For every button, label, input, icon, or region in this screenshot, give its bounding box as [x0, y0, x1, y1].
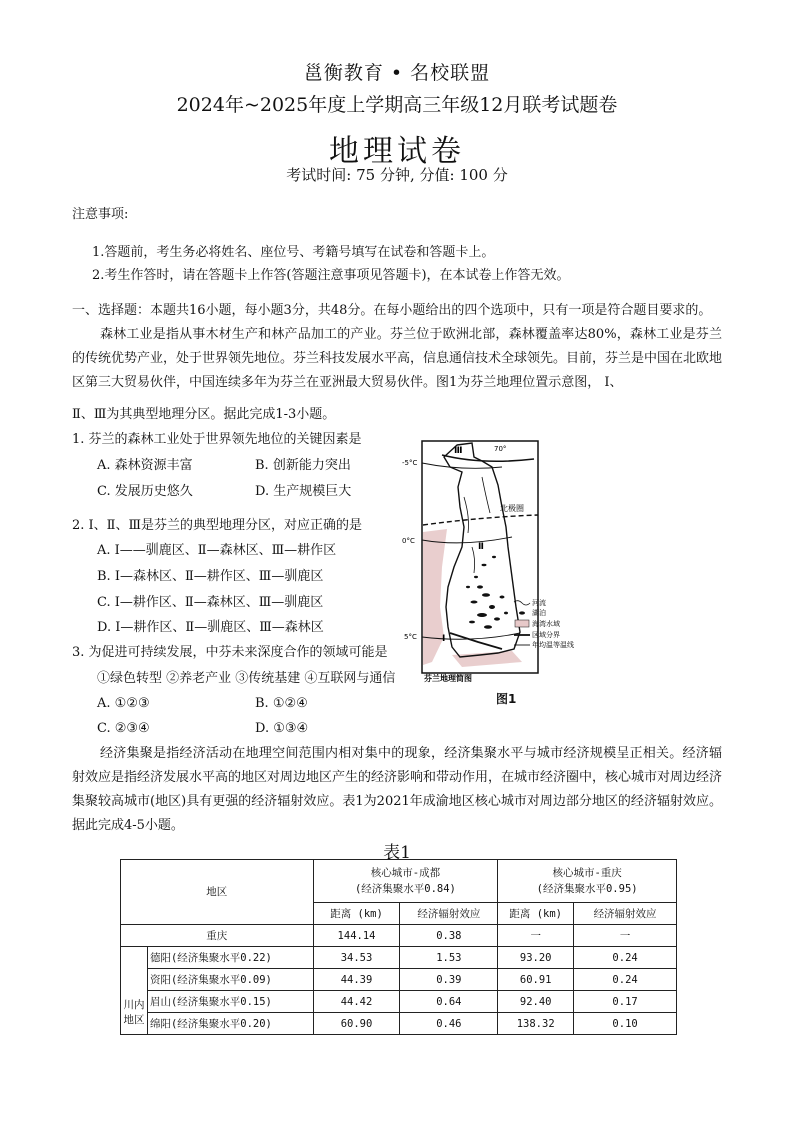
question-3-option: D. ①③④: [255, 721, 309, 736]
region-header: 地区: [121, 860, 314, 925]
table-row: 眉山(经济集聚水平0.15) 44.42 0.64 92.40 0.17: [121, 991, 677, 1013]
finland-map-figure: [402, 437, 574, 683]
question-2-option: C. Ⅰ—耕作区、Ⅱ—森林区、Ⅲ—驯鹿区: [97, 595, 324, 610]
table-row: 重庆 144.14 0.38 一 一: [121, 925, 677, 947]
question-3-option: C. ②③④: [97, 721, 150, 736]
col-effect: 经济辐射效应: [400, 903, 498, 925]
notice-heading: 注意事项:: [72, 207, 129, 222]
map-title: 芬兰地理简图: [424, 674, 472, 683]
col-effect: 经济辐射效应: [574, 903, 677, 925]
zone-label: Ⅱ: [478, 542, 484, 552]
org-name: 邕衡教育 • 名校联盟: [303, 62, 491, 84]
legend-label: 区域分界: [532, 631, 560, 639]
finland-map: [402, 437, 574, 683]
table-title: 表1: [383, 843, 411, 863]
exam-info: 考试时间: 75 分钟, 分值: 100 分: [286, 166, 508, 184]
question-2-option: D. Ⅰ—耕作区、Ⅱ—驯鹿区、Ⅲ—森林区: [97, 620, 324, 635]
exam-subtitle: 2024年~2025年度上学期高三年级12月联考试题卷: [176, 94, 618, 116]
zone-label: Ⅲ: [454, 446, 463, 456]
zone-label: Ⅰ: [442, 634, 446, 644]
data-table: [120, 859, 677, 1035]
col-distance: 距离 (km): [498, 903, 574, 925]
legend-label: 年均温等温线: [532, 641, 574, 649]
legend-label: 湖泊: [532, 609, 546, 617]
latitude-label: 70°: [494, 445, 507, 453]
legend-label: 河流: [532, 599, 546, 607]
question-1-stem: 1. 芬兰的森林工业处于世界领先地位的关键因素是: [72, 432, 362, 447]
group-label: 川内地区: [121, 947, 148, 1035]
question-2-stem: 2. Ⅰ、Ⅱ、Ⅲ是芬兰的典型地理分区，对应正确的是: [72, 518, 363, 533]
question-2-option: A. Ⅰ——驯鹿区、Ⅱ—森林区、Ⅲ—耕作区: [97, 543, 337, 558]
question-3-choices: ①绿色转型 ②养老产业 ③传统基建 ④互联网与通信: [97, 671, 396, 686]
question-3-option: B. ①②④: [255, 696, 308, 711]
col-distance: 距离 (km): [313, 903, 400, 925]
question-1-option: D. 生产规模巨大: [255, 484, 352, 499]
arctic-circle-label: 北极圈: [500, 504, 524, 513]
chengdu-header: 核心城市-成都 (经济集聚水平0.84): [313, 860, 498, 903]
question-1-option: C. 发展历史悠久: [97, 484, 193, 499]
figure-caption: 图1: [496, 692, 517, 706]
chongqing-header: 核心城市-重庆 (经济集聚水平0.95): [498, 860, 677, 903]
question-2-option: B. Ⅰ—森林区、Ⅱ—耕作区、Ⅲ—驯鹿区: [97, 569, 324, 584]
notice-item: 1.答题前，考生务必将姓名、座位号、考籍号填写在试卷和答题卡上。: [92, 245, 495, 260]
isotherm-label: -5°C: [402, 459, 418, 467]
isotherm-label: 5°C: [404, 633, 417, 641]
question-3-option: A. ①②③: [97, 696, 150, 711]
page-title: 地理试卷: [329, 134, 465, 169]
passage-forest: 森林工业是指从事木材生产和林产品加工的产业。芬兰位于欧洲北部，森林覆盖率达80%，森林工业是芬兰的传统优势产业，处于世界领先地位。芬兰科技发展水平高，信息通信技术全球领先。目前，芬兰是中国在北欧地区第三大贸易伙伴，中国连续多年为芬兰在亚洲最大贸易伙伴。图1为芬兰地理位置示意图， Ⅰ、: [72, 327, 723, 390]
question-3-stem: 3. 为促进可持续发展，中芬未来深度合作的领域可能是: [72, 645, 388, 660]
legend-label: 海湾水域: [532, 620, 560, 628]
isotherm-label: 0°C: [402, 537, 415, 545]
table-row: 川内地区 德阳(经济集聚水平0.22) 34.53 1.53 93.20 0.24: [121, 947, 677, 969]
notice-item: 2.考生作答时，请在答题卡上作答(答题注意事项见答题卡)，在本试卷上作答无效。: [92, 268, 570, 283]
passage-economy: 经济集聚是指经济活动在地理空间范围内相对集中的现象，经济集聚水平与城市经济规模呈正相关。经济辐射效应是指经济发展水平高的地区对周边地区产生的经济影响和带动作用，在城市经济圈中，核心城市对周边经济集聚较高城市(地区)具有更强的经济辐射效应。表1为2021年成渝地区核心城市对周边部分地区的经济辐射效应。据此完成4-5小题。: [72, 746, 723, 833]
passage-forest-end: Ⅱ、Ⅲ为其典型地理分区。据此完成1-3小题。: [72, 407, 336, 422]
table-row: 资阳(经济集聚水平0.09) 44.39 0.39 60.91 0.24: [121, 969, 677, 991]
section-heading: 一、选择题：本题共16小题，每小题3分，共48分。在每小题给出的四个选项中，只有一项是符合题目要求的。: [72, 303, 712, 318]
question-1-option: B. 创新能力突出: [255, 458, 351, 473]
question-1-option: A. 森林资源丰富: [97, 458, 193, 473]
table-row: 绵阳(经济集聚水平0.20) 60.90 0.46 138.32 0.10: [121, 1013, 677, 1035]
